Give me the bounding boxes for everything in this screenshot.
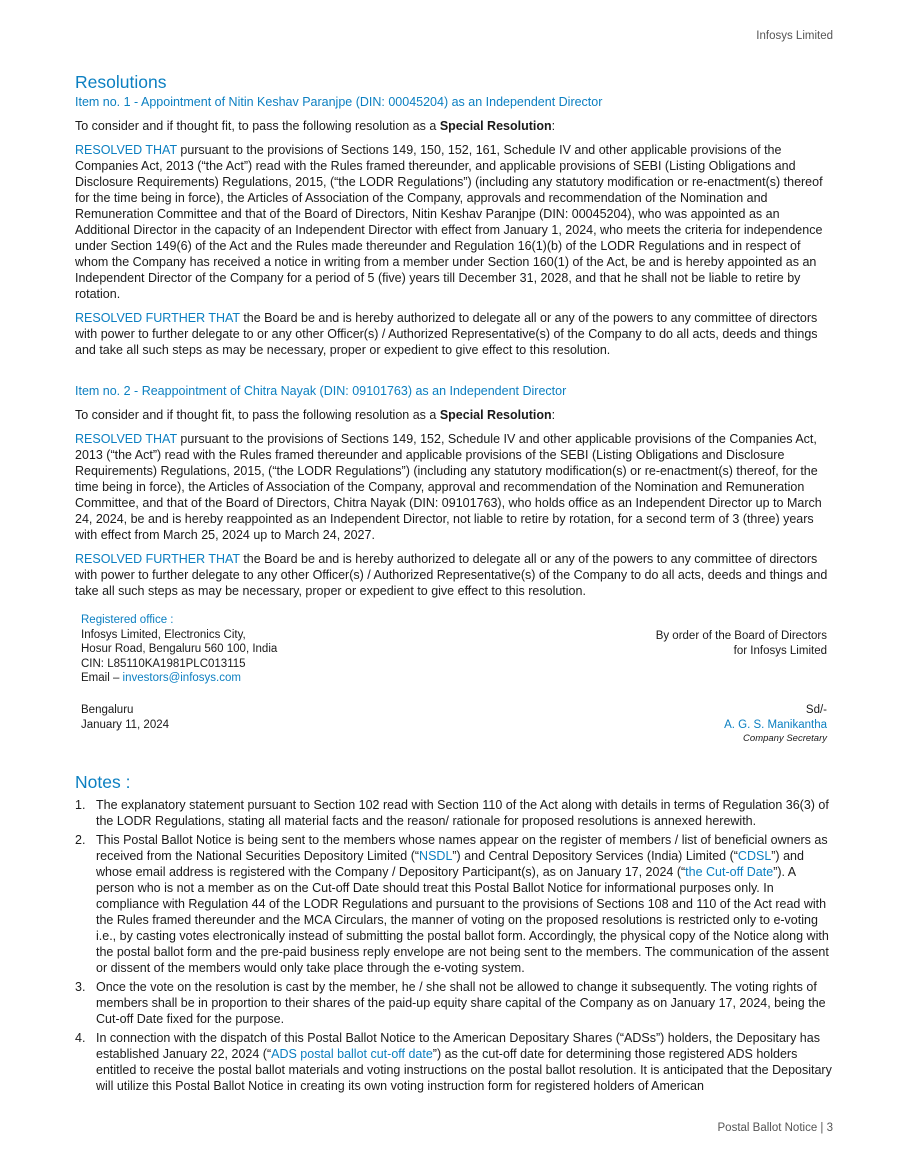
nsdl-term: NSDL — [419, 849, 453, 863]
item-1-resolution-paragraph: RESOLVED THAT pursuant to the provisions of Sections 149, 150, 152, 161, Schedule IV and other applicable provisions of the Companies Act, 2013 (“the Act”) read with the Rules framed thereunder, and applicable provisions of SEBI (Listing Obligations and Disclosure Requirements) Regulations, 2015, (“the LODR Regulations”) (including any statutory modification or re-enactment(s) thereof for the time being in force), the Articles of Association of the Company, approvals and recommendation of the Nomination and Remuneration Committee and that of the Board of Directors, Nitin Keshav Paranjpe (DIN: 00045204), who was appointed as an Additional Director in the capacity of an Independent Director with effect from January 1, 2024, who meets the criteria for independence under Section 149(6) of the Act and the Rules made thereunder and Regulation 16(1)(b) of the LODR Regulations and in respect of whom the Company has received a notice in writing from a member under Section 160(1) of the Act, be and is hereby appointed as an Independent Director of the Company for a period of 5 (five) years till December 31, 2028, and that he shall not be liable to retire by rotation. — [75, 143, 823, 301]
notice-date: January 11, 2024 — [81, 718, 170, 731]
cdsl-term: CDSL — [737, 849, 772, 863]
section-spacer — [75, 366, 835, 383]
page-header-company: Infosys Limited — [756, 30, 833, 42]
note-number: 1. — [75, 798, 86, 812]
registered-office-label: Registered office : — [81, 614, 174, 626]
signatory-title: Company Secretary — [743, 733, 827, 744]
note-item-3 — [75, 979, 835, 1027]
item-2-resolved-further-paragraph: RESOLVED FURTHER THAT the Board be and is hereby authorized to delegate all or any of the powers to any committee of directors with power to further delegate to any other Officer(s) / Authorized Representative(s) of the Company to do all acts, deeds and things and take all such steps as may be necessary, proper or expedient to give effect to this resolution. — [75, 552, 828, 598]
office-cin: CIN: L85110KA1981PLC013115 — [81, 657, 246, 670]
note-number: 3. — [75, 980, 86, 994]
board-order-block — [656, 629, 827, 658]
office-line-2: Hosur Road, Bengaluru 560 100, India — [81, 643, 278, 655]
note-number: 2. — [75, 833, 86, 847]
resolved-that-label: RESOLVED THAT — [75, 432, 177, 446]
note-item-1 — [75, 797, 835, 829]
item-2-section — [75, 383, 835, 599]
resolutions-title: Resolutions — [75, 72, 167, 92]
note-text: Once the vote on the resolution is cast by the member, he / she shall not be allowed to change it subsequently. The voting rights of members shall be in proportion to their shares of the paid-up equity share capital of the Company as on January 17, 2024, being the Cut-off Date fixed for the purpose. — [96, 980, 826, 1026]
office-line-1: Infosys Limited, Electronics City, — [81, 628, 246, 641]
board-order-line-1: By order of the Board of Directors — [655, 630, 827, 642]
office-email-line: Email – investors@infosys.com — [81, 672, 241, 684]
resolved-further-label: RESOLVED FURTHER THAT — [75, 552, 240, 566]
item-1-section — [75, 94, 835, 358]
resolved-that-label: RESOLVED THAT — [75, 143, 177, 157]
signature-block — [724, 703, 827, 747]
note-item-4: 4. In connection with the dispatch of this Postal Ballot Notice to the American Depositary Shares (“ADSs”) holders, the Depositary has established January 22, 2024 (“ADS postal ballot cut-off date”) as the cut-off date for determining those registered ADS holders entitled to receive the postal ballot materials and voting instructions on the postal ballot resolution. It is anticipated that the Depositary will utilize this Postal Ballot Notice in creating its own voting instruction form for registered holders of American — [75, 1031, 832, 1093]
item-1-resolved-further-paragraph: RESOLVED FURTHER THAT the Board be and is hereby authorized to delegate all or any of the powers to any committee of directors with power to further delegate to or any other Officer(s) / Authorized Representative(s) of the Company to do all acts, deeds and things and take all such steps as may be necessary, proper or expedient to give effect to this resolution. — [75, 311, 818, 357]
notes-title: Notes : — [75, 772, 131, 792]
note-number: 4. — [75, 1031, 86, 1045]
notes-list — [75, 797, 835, 1094]
signed-mark: Sd/- — [805, 704, 827, 716]
item-2-intro: To consider and if thought fit, to pass the following resolution as a Special Resolution: — [75, 408, 556, 422]
special-resolution-label: Special Resolution — [439, 408, 552, 422]
item-2-resolution-paragraph: RESOLVED THAT pursuant to the provisions of Sections 149, 152, Schedule IV and other applicable provisions of the Companies Act, 2013 (“the Act”) read with the Rules framed thereunder and applicable provisions of the SEBI (Listing Obligations and Disclosure Requirements) Regulations, 2015, (“the LODR Regulations”) (including any statutory modification(s) or re-enactment(s) thereof, for the time being in force), the Articles of Association of the Company, approval and recommendation of the Nomination and Remuneration Committee, and that of the Board of Directors, Chitra Nayak (DIN: 09101763), who holds office as an Independent Director up to March 24, 2024, be and is hereby reappointed as an Independent Director, not liable to retire by rotation, for a second term of 3 (three) years with effect from March 25, 2024 up to March 24, 2027. — [75, 432, 822, 542]
resolved-further-label: RESOLVED FURTHER THAT — [75, 311, 240, 325]
email-link[interactable]: investors@infosys.com — [122, 672, 241, 684]
signatory-name: A. G. S. Manikantha — [724, 718, 827, 731]
item-1-heading: Item no. 1 - Appointment of Nitin Keshav Paranjpe (DIN: 00045204) as an Independent Director — [75, 95, 603, 109]
special-resolution-label: Special Resolution — [439, 119, 552, 133]
board-order-line-2: for Infosys Limited — [733, 644, 827, 657]
cutoff-date-term: the Cut-off Date — [685, 865, 774, 879]
page-content — [75, 70, 835, 1097]
item-1-intro: To consider and if thought fit, to pass the following resolution as a Special Resolution: — [75, 119, 556, 133]
place: Bengaluru — [81, 704, 134, 716]
note-text: The explanatory statement pursuant to Section 102 read with Section 110 of the Act along with details in terms of Regulation 36(3) of the LODR Regulations, stating all material facts and the reason/ rationale for proposed resolutions is annexed herewith. — [96, 798, 829, 828]
registered-office-block — [75, 613, 835, 763]
page-footer: Postal Ballot Notice | 3 — [717, 1122, 833, 1134]
item-2-heading: Item no. 2 - Reappointment of Chitra Nayak (DIN: 09101763) as an Independent Director — [75, 384, 567, 398]
ads-cutoff-term: ADS postal ballot cut-off date — [271, 1047, 433, 1061]
place-date-block — [81, 703, 169, 732]
registered-office-address — [81, 613, 277, 686]
note-item-2: 2. This Postal Ballot Notice is being sent to the members whose names appear on the register of members / list of beneficial owners as received from the National Securities Depository Limited (“NSDL”) and Central Depository Services (India) Limited (“CDSL”) and whose email address is registered with the Company / Depository Participant(s), as on January 17, 2024 (“the Cut-off Date”). A person who is not a member as on the Cut-off Date should treat this Postal Ballot Notice for informational purposes only. In compliance with Regulation 44 of the LODR Regulations and pursuant to the provisions of Sections 108 and 110 of the Act read with the Rules framed thereunder and the MCA Circulars, the manner of voting on the proposed resolutions is restricted only to e-voting i.e., by casting votes electronically instead of submitting the postal ballot form. Accordingly, the physical copy of the Notice along with the postal ballot form and the pre-paid business reply envelope are not being sent to the members. The communication of the assent or dissent of the members would only take place through the e-voting system. — [75, 833, 829, 975]
